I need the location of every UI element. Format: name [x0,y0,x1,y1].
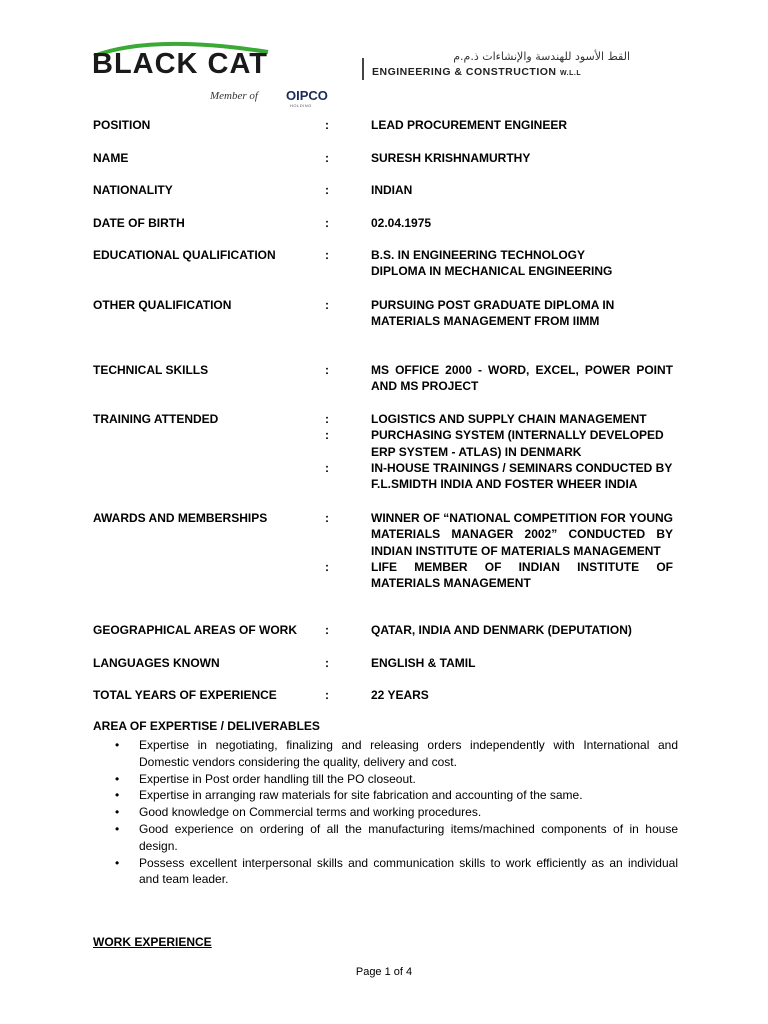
field-label: LANGUAGES KNOWN [93,656,220,670]
page-number: Page 1 of 4 [355,966,413,978]
training-item: : LOGISTICS AND SUPPLY CHAIN MANAGEMENT [325,412,647,426]
field-value: SURESH KRISHNAMURTHY [371,151,531,165]
award-item: : WINNER OF “NATIONAL COMPETITION FOR YOUNG MATERIALS MANAGER 2002” CONDUCTED BY INDIAN INSTITUTE OF MATERIALS MANAGEMENT [325,511,673,558]
field-colon: : [325,688,329,702]
field-label: POSITION [93,118,151,132]
expertise-item: • Possess excellent interpersonal skills and communication skills to work efficiently as an individual and team leader. [115,855,678,887]
training-item: : PURCHASING SYSTEM (INTERNALLY DEVELOPED ERP SYSTEM - ATLAS) IN DENMARK [325,428,664,459]
field-colon: : [325,298,329,312]
field-value: QATAR, INDIA AND DENMARK (DEPUTATION) [371,623,632,637]
award-item: : LIFE MEMBER OF INDIAN INSTITUTE OF MATERIALS MANAGEMENT [325,559,673,591]
field-colon: : [325,623,329,637]
parent-company-subtitle: HOLDING [290,103,312,108]
training-item: : IN-HOUSE TRAININGS / SEMINARS CONDUCTED BY F.L.SMIDTH INDIA AND FOSTER WHEER INDIA [325,460,673,492]
bullet-icon: • [115,855,120,870]
bullet-icon: • [115,805,120,820]
bullet-icon: • [115,738,120,752]
expertise-list [113,737,678,888]
field-value: LEAD PROCUREMENT ENGINEER [371,118,568,132]
field-value [325,510,673,591]
field-colon: : [325,511,329,525]
field-value-line: MATERIALS MANAGEMENT FROM IIMM [371,314,600,329]
field-label: TECHNICAL SKILLS [93,363,209,377]
field-colon: : [325,412,329,426]
expertise-item: • Good experience on ordering of all the manufacturing items/machined components of in house design. [115,821,678,853]
field-value: 02.04.1975 [371,216,432,230]
parent-company-logo: OIPCO [286,88,328,103]
expertise-item: • Good knowledge on Commercial terms and working procedures. [115,805,482,820]
field-colon: : [325,460,329,475]
field-label: DATE OF BIRTH [93,216,185,230]
logo-wordmark: BLACK CAT [92,48,268,80]
bullet-icon: • [115,821,120,836]
expertise-item: • Expertise in negotiating, finalizing and releasing orders independently with International and Domestic vendors considering the quality, delivery and cost. [115,738,678,769]
field-value-line: B.S. IN ENGINEERING TECHNOLOGY [371,248,586,262]
expertise-item: • Expertise in Post order handling till the PO closeout. [115,771,416,786]
field-value [325,411,673,492]
field-colon: : [325,559,329,574]
member-of-text: Member of [210,90,258,102]
field-value: INDIAN [371,183,413,197]
field-label: TOTAL YEARS OF EXPERIENCE [93,688,277,702]
field-label: GEOGRAPHICAL AREAS OF WORK [93,623,298,637]
field-label: NATIONALITY [93,183,173,197]
field-value [371,297,673,330]
field-value-line: PURSUING POST GRADUATE DIPLOMA IN [371,298,615,312]
bullet-icon: • [115,771,120,786]
field-colon: : [325,183,329,197]
field-value: 22 YEARS [371,688,429,702]
field-value-line: DIPLOMA IN MECHANICAL ENGINEERING [371,264,613,279]
field-value [371,247,673,280]
section-heading-expertise: AREA OF EXPERTISE / DELIVERABLES [93,719,320,733]
field-colon: : [325,151,329,165]
expertise-item: • Expertise in arranging raw materials for site fabrication and accounting of the same. [115,788,583,803]
logo-arabic-name: القط الأسود للهندسة والإنشاءات ذ.م.م [453,50,630,63]
logo-divider [362,58,364,80]
field-colon: : [325,363,329,377]
field-colon: : [325,216,329,230]
bullet-icon: • [115,788,120,803]
field-label: OTHER QUALIFICATION [93,298,232,312]
field-value: MS OFFICE 2000 - WORD, EXCEL, POWER POINT AND MS PROJECT [371,363,673,394]
company-logo [90,38,630,110]
logo-english-name: ENGINEERING & CONSTRUCTION W.L.L [372,66,582,78]
field-colon: : [325,428,329,443]
field-label: TRAINING ATTENDED [93,412,219,426]
field-colon: : [325,118,329,132]
field-colon: : [325,248,329,262]
field-colon: : [325,656,329,670]
field-value: ENGLISH & TAMIL [371,656,476,670]
section-heading-work-experience: WORK EXPERIENCE [93,935,212,949]
field-label: EDUCATIONAL QUALIFICATION [93,248,276,262]
field-label: NAME [93,151,129,165]
field-label: AWARDS AND MEMBERSHIPS [93,511,268,525]
